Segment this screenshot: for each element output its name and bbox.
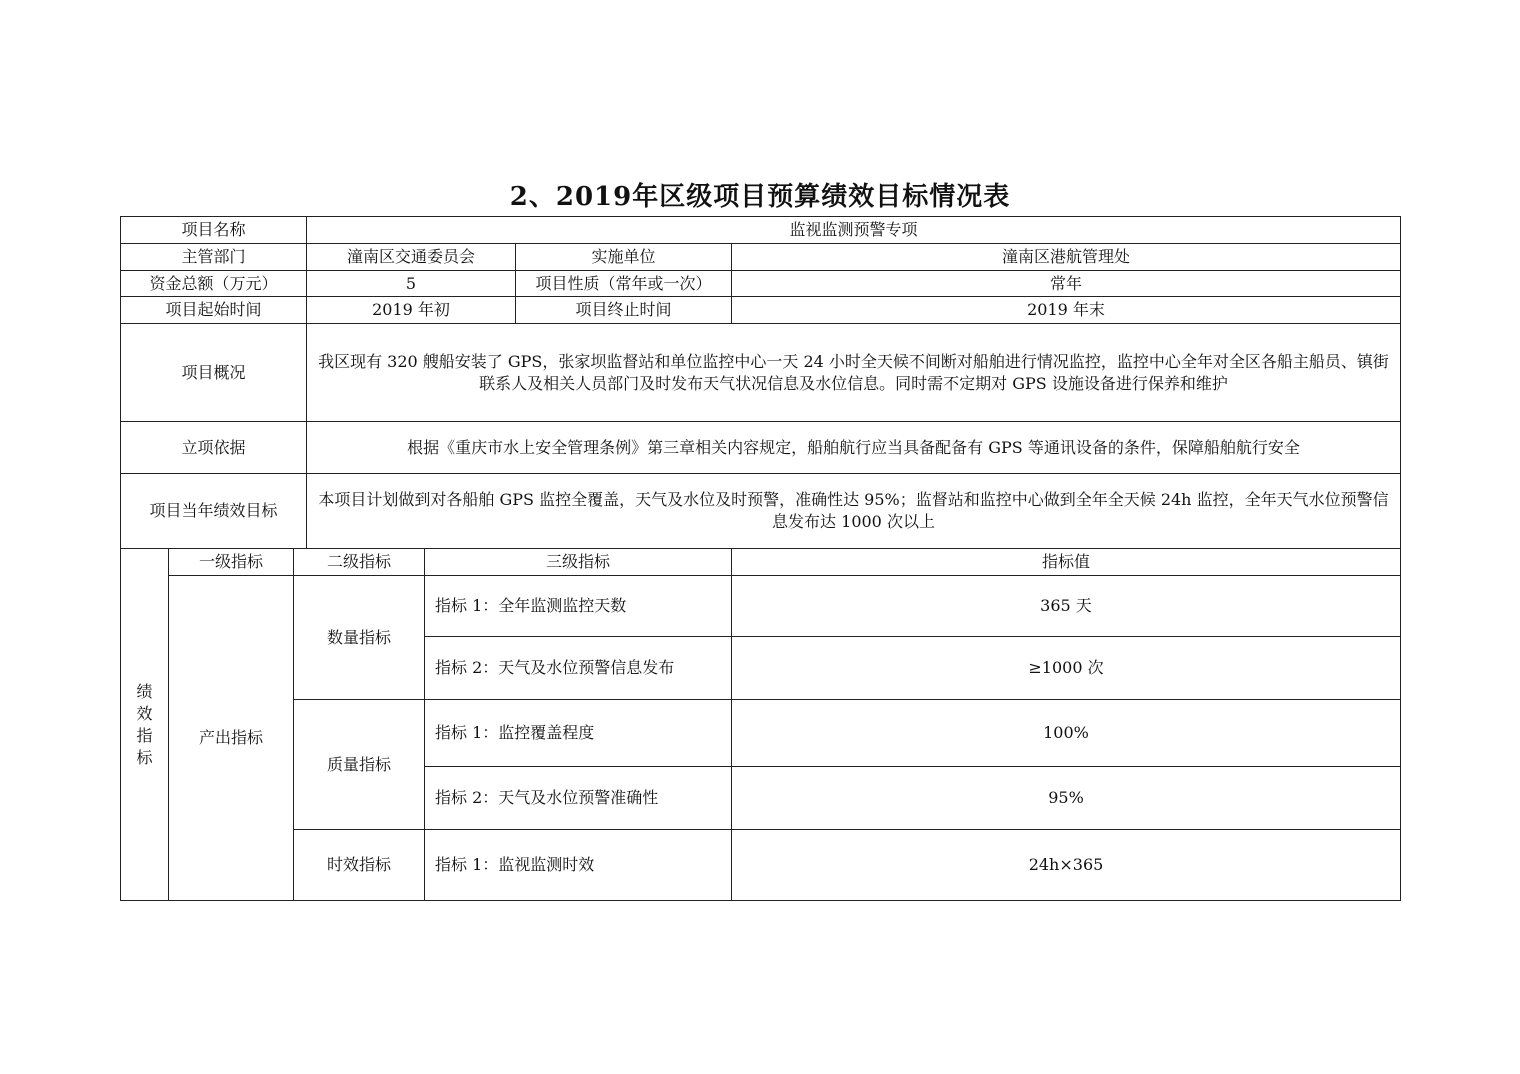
value-end-time: 2019 年末 <box>732 297 1401 324</box>
row-project-name <box>121 217 1401 244</box>
indicator-value: 100% <box>732 700 1401 767</box>
row-indicator-header <box>121 549 1401 576</box>
indicator-name: 指标 1：监控覆盖程度 <box>425 700 732 767</box>
header-level2: 二级指标 <box>294 549 425 576</box>
row-dept <box>121 244 1401 271</box>
page-title: 2、2019年区级项目预算绩效目标情况表 <box>509 182 1011 212</box>
value-overview: 我区现有 320 艘船安装了 GPS，张家坝监督站和单位监控中心一天 24 小时全天候不间断对船舶进行情况监控，监控中心全年对全区各船主船员、镇街联系人及相关人员部门及时发布天气状况信息及水位信息。同时需不定期对 GPS 设施设备进行保养和维护 <box>307 324 1401 422</box>
indicator-value: 365 天 <box>732 576 1401 637</box>
header-level3: 三级指标 <box>425 549 732 576</box>
row-funds <box>121 271 1401 297</box>
timeliness-indicator: 时效指标 <box>294 830 425 901</box>
row-goal <box>121 474 1401 549</box>
label-goal: 项目当年绩效目标 <box>121 474 307 549</box>
indicator-value: 24h×365 <box>732 830 1401 901</box>
indicator-name: 指标 2：天气及水位预警信息发布 <box>425 637 732 700</box>
quantity-indicator: 数量指标 <box>294 576 425 700</box>
row-basis <box>121 422 1401 474</box>
label-start-time: 项目起始时间 <box>121 297 307 324</box>
value-impl-unit: 潼南区港航管理处 <box>732 244 1401 271</box>
row-time <box>121 297 1401 324</box>
perf-indicators-vertical-text: 绩效指标 <box>136 681 153 767</box>
output-indicator: 产出指标 <box>169 576 294 901</box>
value-basis: 根据《重庆市水上安全管理条例》第三章相关内容规定，船舶航行应当具备配备有 GPS 等通讯设备的条件，保障船舶航行安全 <box>307 422 1401 474</box>
value-total-funds: 5 <box>307 271 516 297</box>
value-start-time: 2019 年初 <box>307 297 516 324</box>
table-row <box>121 576 1401 637</box>
indicator-value: 95% <box>732 767 1401 830</box>
indicator-name: 指标 1：监视监测时效 <box>425 830 732 901</box>
indicator-name: 指标 1：全年监测监控天数 <box>425 576 732 637</box>
label-nature: 项目性质（常年或一次） <box>516 271 732 297</box>
label-overview: 项目概况 <box>121 324 307 422</box>
quality-indicator: 质量指标 <box>294 700 425 830</box>
label-project-name: 项目名称 <box>121 217 307 244</box>
value-goal: 本项目计划做到对各船舶 GPS 监控全覆盖，天气及水位及时预警，准确性达 95%；监督站和监控中心做到全年全天候 24h 监控，全年天气水位预警信息发布达 1000 次以上 <box>307 474 1401 549</box>
label-perf-indicators <box>121 549 169 901</box>
value-project-name: 监视监测预警专项 <box>307 217 1401 244</box>
label-dept: 主管部门 <box>121 244 307 271</box>
value-nature: 常年 <box>732 271 1401 297</box>
table-row <box>121 700 1401 767</box>
label-total-funds: 资金总额（万元） <box>121 271 307 297</box>
table-row <box>121 830 1401 901</box>
row-overview <box>121 324 1401 422</box>
indicator-name: 指标 2：天气及水位预警准确性 <box>425 767 732 830</box>
label-basis: 立项依据 <box>121 422 307 474</box>
header-level1: 一级指标 <box>169 549 294 576</box>
indicator-value: ≥1000 次 <box>732 637 1401 700</box>
header-indicator-value: 指标值 <box>732 549 1401 576</box>
performance-table <box>120 216 1401 901</box>
label-impl-unit: 实施单位 <box>516 244 732 271</box>
label-end-time: 项目终止时间 <box>516 297 732 324</box>
value-dept: 潼南区交通委员会 <box>307 244 516 271</box>
